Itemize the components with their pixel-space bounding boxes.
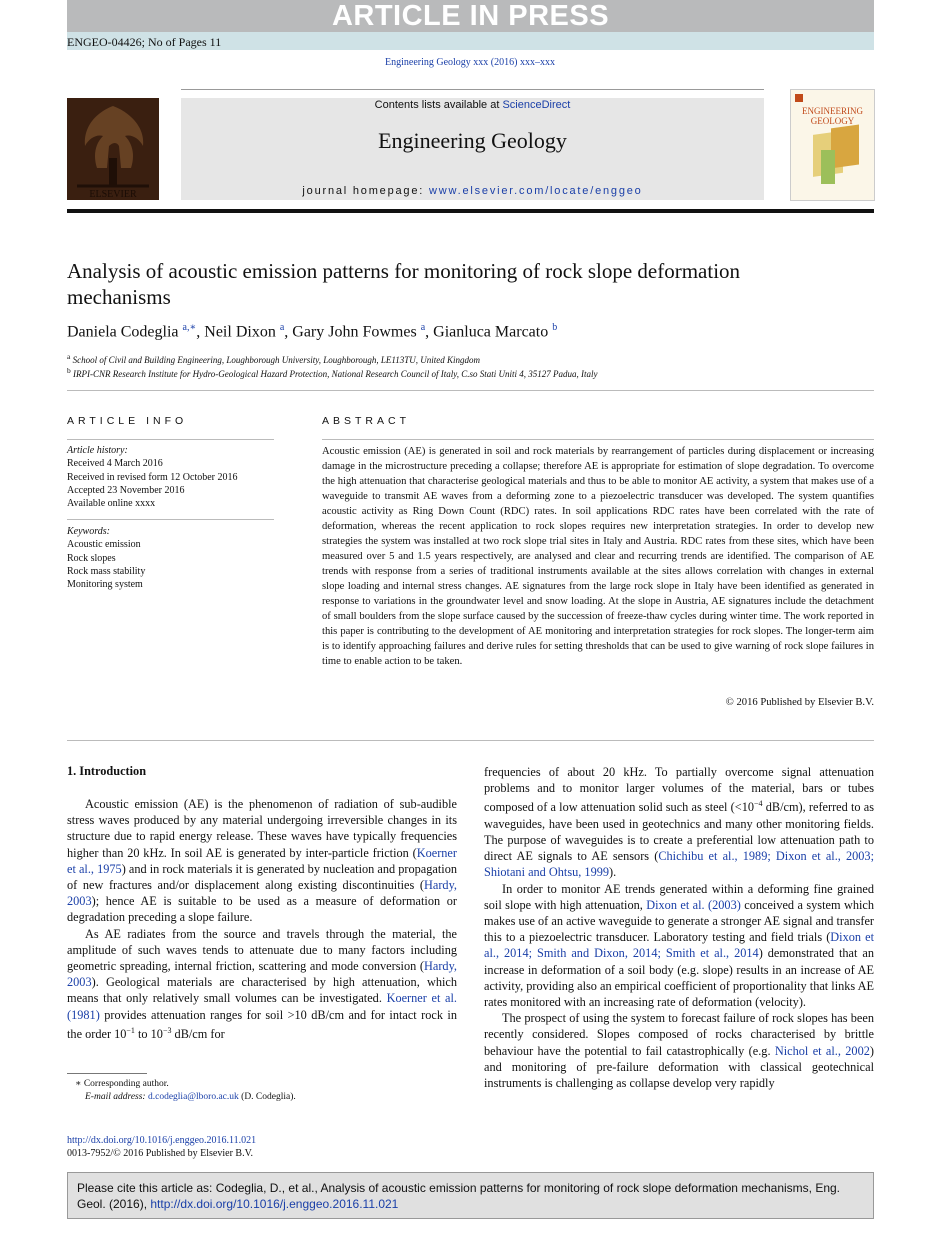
- history-label: Article history:: [67, 445, 128, 456]
- text: The prospect of using the system to forecast failure of rock slopes has been recently considered. Slopes composed of rocks characterised by brittle behaviour have the potential to fail catastrophically (e.g.: [484, 1011, 874, 1058]
- email-label: E-mail address:: [85, 1092, 148, 1102]
- history-item: Received 4 March 2016: [67, 458, 163, 470]
- citation-link[interactable]: Koerner et al., 1975: [67, 845, 457, 876]
- elsevier-logo[interactable]: [67, 98, 159, 200]
- citation-link[interactable]: Hardy, 2003: [67, 878, 457, 909]
- email-link[interactable]: d.codeglia@lboro.ac.uk: [147, 1092, 239, 1102]
- doi-block: [67, 1134, 256, 1160]
- citation-link[interactable]: Nichol et al., 2002: [774, 1043, 870, 1058]
- keyword: Rock slopes: [67, 552, 116, 564]
- journal-cover-thumbnail[interactable]: [790, 89, 875, 201]
- citation-link[interactable]: Chichibu et al., 1989; Dixon et al., 2003; Shiotani and Ohtsu, 1999: [484, 849, 874, 880]
- author-list: [67, 322, 557, 341]
- text: dB/cm), referred to as waveguides, have been used in geotechnics and many other monitoring fields. The purpose of waveguides is to create a preferential low attenuation path to direct AE signals to AE sensors (: [484, 800, 875, 864]
- doi-link[interactable]: http://dx.doi.org/10.1016/j.enggeo.2016.11.021: [67, 1135, 257, 1146]
- article-history: [67, 444, 277, 510]
- citation-text: [77, 1180, 867, 1212]
- citation-link[interactable]: Dixon et al., 2014; Smith and Dixon, 2014; Smith et al., 2014: [484, 930, 874, 961]
- citation-link[interactable]: Dixon et al. (2003): [646, 897, 741, 912]
- divider: [67, 519, 274, 520]
- author-name[interactable]: Gary John Fowmes: [292, 323, 417, 341]
- cover-artwork: [791, 90, 874, 200]
- keyword: Monitoring system: [67, 579, 143, 591]
- text: As AE radiates from the source and travels through the material, the amplitude of such waves tends to attenuate due to many factors including geometric spreading, internal friction, scattering and mode conversion (: [67, 926, 457, 974]
- sciencedirect-link[interactable]: ScienceDirect: [502, 99, 571, 111]
- contents-prefix: Contents lists available at: [374, 99, 503, 111]
- affiliation: [67, 352, 480, 365]
- text: frequencies of about 20 kHz. To partially overcome signal attenuation problems and to monitor larger volumes of the material, bars or tubes composed of a low attenuation solid such as steel (<10: [484, 765, 874, 815]
- affiliation: [67, 366, 598, 379]
- keywords: [67, 525, 277, 591]
- affiliation-mark: a: [67, 352, 71, 361]
- body-right-column: [484, 764, 874, 1091]
- history-item: Accepted 23 November 2016: [67, 484, 185, 496]
- keyword: Rock mass stability: [67, 565, 146, 577]
- divider: [67, 390, 874, 391]
- text: conceived a system which makes use of an active waveguide to generate a stronger AE signal and transfer this to a piezoelectric transducer. Laboratory testing and field trials (: [484, 897, 874, 945]
- author-name[interactable]: Neil Dixon: [204, 323, 276, 341]
- citation-link[interactable]: Hardy, 2003: [67, 959, 457, 990]
- history-item: Available online xxxx: [67, 498, 156, 510]
- article-id: ENGEO-04426; No of Pages 11: [67, 35, 222, 49]
- masthead-rule: [181, 89, 764, 90]
- author-name[interactable]: Daniela Codeglia: [67, 323, 179, 341]
- text: ). Geological materials are characterised by high attenuation, which means that only relatively small volumes can be investigated.: [67, 975, 457, 1006]
- article-in-press-banner: ARTICLE IN PRESS: [67, 0, 874, 32]
- paragraph: [484, 881, 874, 1011]
- text: ) and monitoring of pre-failure deformation with classical geotechnical instruments is challenging as collapse develop very rapidly: [484, 1043, 874, 1090]
- citation-box: [67, 1172, 874, 1219]
- text: In order to monitor AE trends generated within a deforming fine grained soil slope with high attenuation,: [484, 881, 874, 912]
- superscript: −1: [126, 1025, 135, 1035]
- divider: [67, 439, 274, 440]
- text: ).: [609, 865, 617, 880]
- email-suffix: (D. Codeglia).: [238, 1092, 296, 1102]
- abstract-text: Acoustic emission (AE) is generated in soil and rock materials by rearrangement of particles during displacement or increasing damage in the microstructure preceding a collapse; therefore AE is appropriate for estimation of slope degradation. To overcome the high attenuation that characterise geological materials and thus to be able to monitor AE activity, a system that makes use of a waveguide to transmit AE waves from a deforming zone to a piezoelectric transducer was developed. The system quantifies acoustic activity as Ring Down Count (RDC) rates. In soil applications RDC rates have been correlated with the rate of deformation, whereas the recent application to rock slopes requires new interpretation strategies. In order to develop new strategies the system was installed at two rock slope trial sites in Italy and Austria. RDC rates from these sites, which have been measured over 5 and 1.5 years respectively, are analysed and clear and recurring trends are identified. The comparison of AE trends with response from a series of traditional instruments available at the sites allows correlation with changes in external slope loading and internal stress changes. AE signatures from the large rock slope in Italy have been identified as generated in response to variations in the groundwater level and snow loading. At the slope in Austria, AE signatures include the detachment of small boulders from the slope surface caused by the succession of freeze-thaw cycles during winter time. The work reported in this paper is contributing to the development of AE monitoring and interpretation strategies for rock slopes. The longer-term aim is to identify approaching failures and derive rules for setting thresholds that can be used to give warning of rock slope failures in time to enable action to be taken.: [322, 446, 874, 667]
- footnote-label: Corresponding author.: [83, 1079, 169, 1089]
- footnote: [67, 1078, 296, 1104]
- journal-reference-link[interactable]: Engineering Geology xxx (2016) xxx–xxx: [385, 57, 555, 68]
- contents-line: [181, 99, 764, 111]
- journal-homepage: [181, 185, 764, 197]
- author-separator: ,: [196, 323, 205, 341]
- keywords-label: Keywords:: [67, 526, 110, 537]
- divider: [67, 740, 874, 741]
- text: ) and in rock materials it is generated by nucleation and propagation of new fractures and/or displacement along existing discontinuities (: [67, 861, 457, 893]
- abstract-copyright: © 2016 Published by Elsevier B.V.: [725, 697, 874, 708]
- header-rule: [67, 209, 874, 213]
- text: Acoustic emission (AE) is the phenomenon of radiation of sub-audible stress waves produced by any material undergoing irreversible changes in its structure due to rapid energy release. These waves have typically frequencies higher than 20 kHz. In soil AE is generated by inter-particle friction (: [67, 797, 457, 860]
- text: ) demonstrated that an increase in deformation of a soil body (e.g. slope) results in an increase of AE activity, providing also an empirical coefficient of proportionality that links AE rates monitored with an increasing rate of deformation (velocity).: [484, 946, 875, 1009]
- history-item: Received in revised form 12 October 2016: [67, 471, 238, 483]
- text: to 10: [134, 1026, 163, 1041]
- footnote-mark: ∗: [75, 1079, 82, 1089]
- affiliation-text: IRPI-CNR Research Institute for Hydro-Geological Hazard Protection, National Research Council of Italy, C.so Stati Uniti 4, 35127 Padua, Italy: [73, 369, 598, 379]
- author-name[interactable]: Gianluca Marcato: [433, 323, 549, 341]
- text: provides attenuation ranges for soil >10 dB/cm and for intact rock in the order 10: [67, 1007, 457, 1041]
- author-affiliation-mark[interactable]: b: [552, 322, 558, 333]
- section-heading: 1. Introduction: [67, 764, 147, 778]
- abstract-heading: ABSTRACT: [322, 415, 411, 427]
- paragraph: [67, 926, 457, 1043]
- affiliation-text: School of Civil and Building Engineering, Loughborough University, Loughborough, LE113TU, United Kingdom: [72, 355, 481, 365]
- journal-title: Engineering Geology: [378, 128, 567, 153]
- author-affiliation-mark[interactable]: a: [420, 322, 426, 333]
- article-title: Analysis of acoustic emission patterns for monitoring of rock slope deformation mechanisms: [67, 259, 741, 309]
- paragraph: [484, 764, 874, 881]
- body-left-column: [67, 796, 457, 1042]
- author-separator: ,: [284, 323, 293, 341]
- paragraph: [484, 1010, 874, 1091]
- superscript: −4: [754, 799, 763, 809]
- issn-line: 0013-7952/© 2016 Published by Elsevier B.V.: [67, 1148, 254, 1159]
- divider: [322, 439, 874, 440]
- affiliation-mark: b: [67, 366, 71, 375]
- superscript: −3: [162, 1025, 172, 1035]
- keyword: Acoustic emission: [67, 539, 141, 551]
- homepage-link[interactable]: www.elsevier.com/locate/enggeo: [428, 185, 643, 197]
- author-separator: ,: [425, 323, 434, 341]
- author-affiliation-mark[interactable]: a: [279, 322, 285, 333]
- text: dB/cm for: [171, 1026, 225, 1041]
- paragraph: [67, 796, 457, 926]
- footnote-rule: [67, 1073, 147, 1074]
- elsevier-wordmark: ELSEVIER: [89, 189, 137, 200]
- author-affiliation-mark[interactable]: a,∗: [182, 322, 197, 333]
- text: ); hence AE is suitable to be used as a measure of deformation or degradation preceding a slope failure.: [67, 894, 457, 925]
- citation-link[interactable]: Koerner et al. (1981): [67, 991, 457, 1022]
- cite-prefix: Please cite this article as: Codeglia, D., et al., Analysis of acoustic emission patterns for monitoring of rock slope deformation mechanisms, Eng. Geol. (2016),: [77, 1181, 841, 1211]
- article-info-heading: ARTICLE INFO: [67, 415, 188, 427]
- cover-title: ENGINEERING GEOLOGY: [802, 106, 863, 126]
- homepage-prefix: journal homepage:: [302, 185, 429, 197]
- cite-doi-link[interactable]: http://dx.doi.org/10.1016/j.enggeo.2016.11.021: [150, 1197, 399, 1211]
